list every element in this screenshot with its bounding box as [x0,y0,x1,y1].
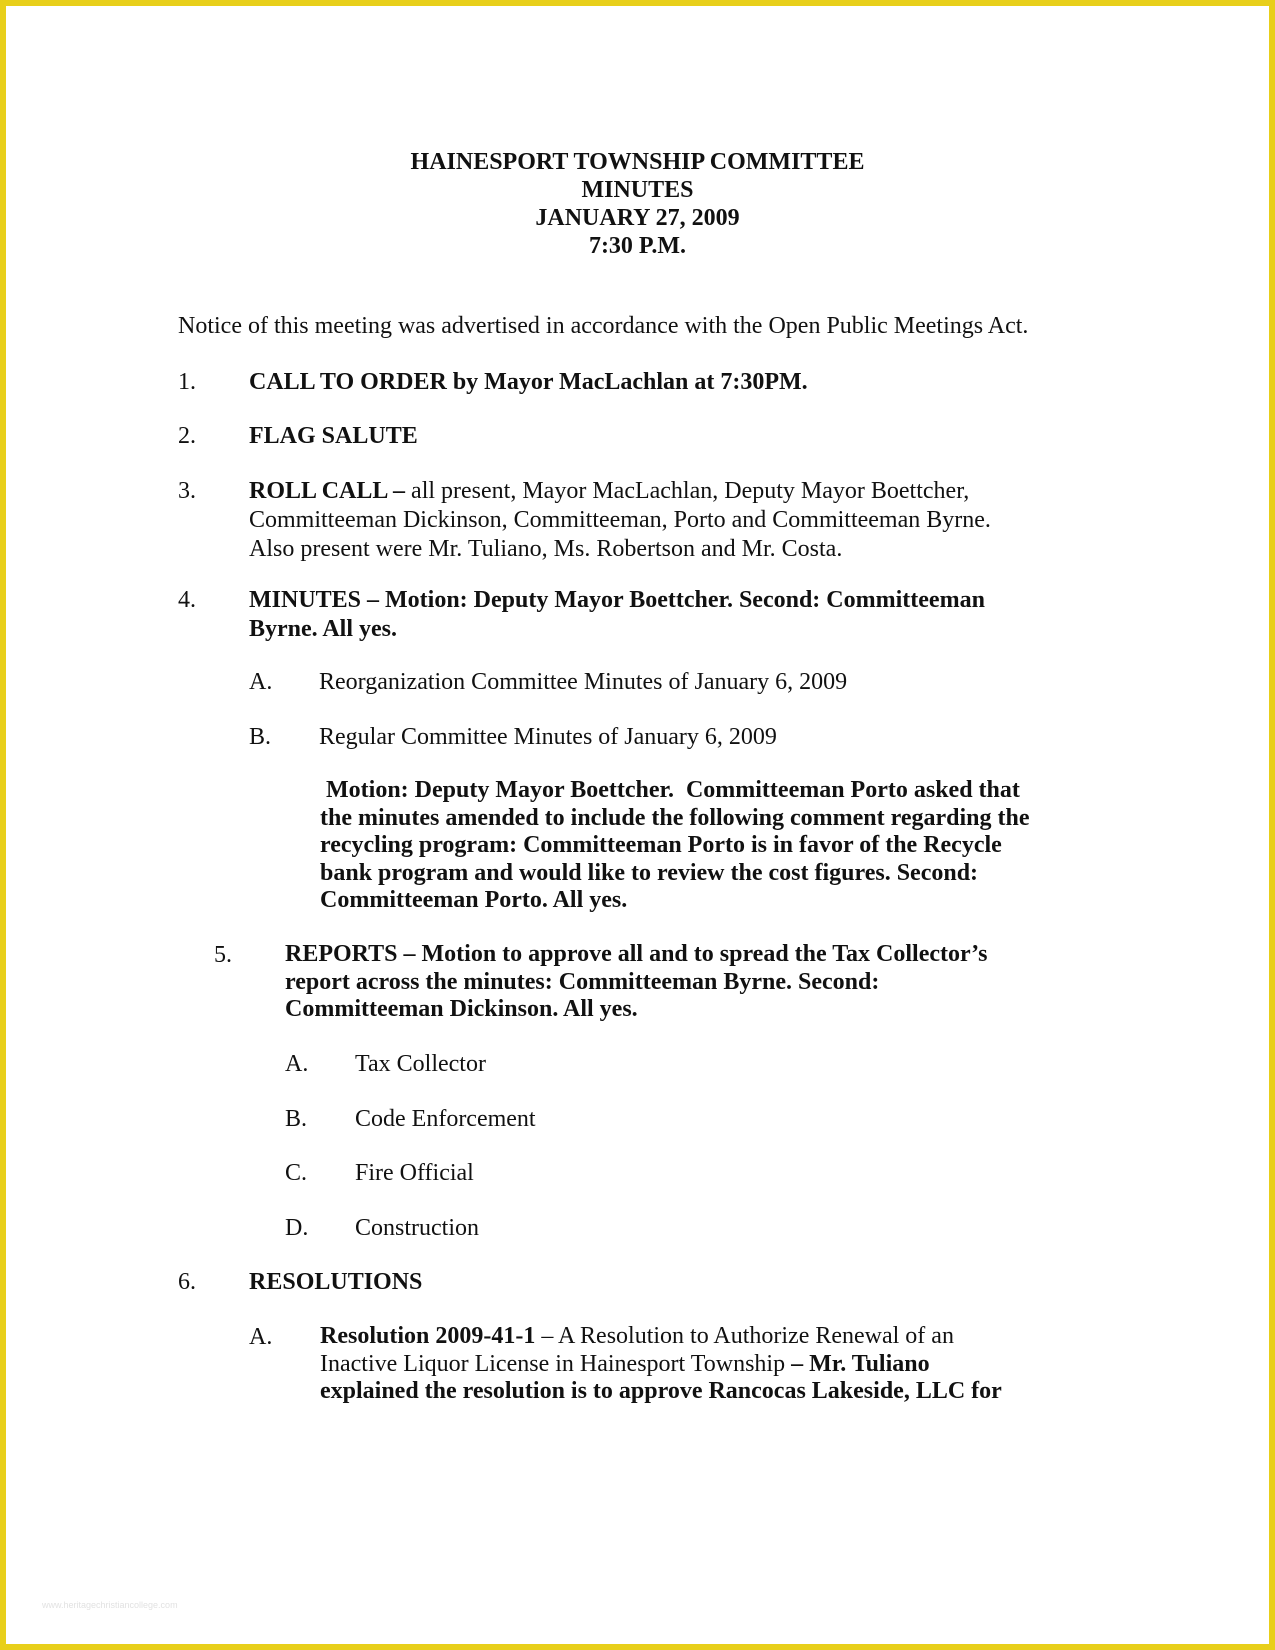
item-1-number: 1. [178,369,196,395]
minutes-sub-b-text: Regular Committee Minutes of January 6, 2009 [319,724,777,750]
resolution-line-3: explained the resolution is to approve Rancocas Lakeside, LLC for [320,1378,1002,1404]
minutes-sub-a-letter: A. [249,669,273,695]
roll-call-line-2: Committeeman Dickinson, Committeeman, Porto and Committeeman Byrne. [249,507,991,533]
motion-line-4: bank program and would like to review the cost figures. Second: [320,859,979,886]
reports-sub-c-letter: C. [285,1160,308,1186]
minutes-motion-paragraph [320,777,1030,915]
roll-call-heading: ROLL CALL – [249,478,406,504]
item-4-number: 4. [178,587,196,613]
minutes-line-1: MINUTES – Motion: Deputy Mayor Boettcher. Second: Committeeman [249,587,985,613]
item-6-text: RESOLUTIONS [249,1269,423,1295]
item-3-roll-call [249,477,991,564]
reports-sub-c-text: Fire Official [355,1160,474,1186]
item-4-minutes [249,586,985,644]
motion-line-5: Committeeman Porto. All yes. [320,887,628,913]
title-line-4: 7:30 P.M. [588,233,687,259]
resolution-title-cont: Inactive Liquor License in Hainesport Township [320,1350,792,1377]
title-line-1: HAINESPORT TOWNSHIP COMMITTEE [410,149,865,175]
resolution-2009-41-1 [320,1323,1002,1406]
resolution-line-1 [320,1323,1002,1351]
item-3-number: 3. [178,478,196,504]
reports-sub-d-letter: D. [285,1215,309,1241]
minutes-sub-b-letter: B. [249,724,272,750]
item-1-text: CALL TO ORDER by Mayor MacLachlan at 7:30PM. [249,369,808,395]
minutes-sub-a-text: Reorganization Committee Minutes of January 6, 2009 [319,669,848,695]
item-5-reports [285,941,988,1024]
reports-line-3: Committeeman Dickinson. All yes. [285,996,638,1022]
reports-sub-d-text: Construction [355,1215,479,1241]
item-2-number: 2. [178,423,196,449]
resolution-title: – A Resolution to Authorize Renewal of an [535,1323,954,1349]
watermark-text: www.heritagechristiancollege.com [42,1600,178,1610]
resolution-number: Resolution 2009-41-1 [320,1323,536,1349]
document-page [6,6,1269,1644]
item-2-text: FLAG SALUTE [249,423,418,449]
title-line-3: JANUARY 27, 2009 [535,205,740,231]
roll-call-line-1: all present, Mayor MacLachlan, Deputy Mayor Boettcher, [405,478,970,504]
motion-line-1: Motion: Deputy Mayor Boettcher. Committeeman Porto asked that [320,777,1020,803]
reports-sub-a-letter: A. [285,1051,309,1077]
item-5-number: 5. [214,942,232,968]
motion-line-2: the minutes amended to include the following comment regarding the [320,804,1030,831]
item-6-number: 6. [178,1269,196,1295]
reports-sub-b-letter: B. [285,1106,308,1132]
resolutions-sub-a-letter: A. [249,1324,273,1350]
reports-line-1: REPORTS – Motion to approve all and to spread the Tax Collector’s [285,941,988,967]
minutes-line-2: Byrne. All yes. [249,616,397,642]
reports-sub-a-text: Tax Collector [355,1051,486,1077]
notice-text: Notice of this meeting was advertised in accordance with the Open Public Meetings Act. [178,313,1029,339]
resolution-explainer: – Mr. Tuliano [791,1350,930,1377]
roll-call-line-3: Also present were Mr. Tuliano, Ms. Robertson and Mr. Costa. [249,536,843,562]
title-line-2: MINUTES [581,177,694,203]
reports-sub-b-text: Code Enforcement [355,1106,536,1132]
reports-line-2: report across the minutes: Committeeman Byrne. Second: [285,968,880,995]
item-3-line-1 [249,477,991,506]
motion-line-3: recycling program: Committeeman Porto is in favor of the Recycle [320,832,1002,858]
resolution-line-2 [320,1351,1002,1379]
